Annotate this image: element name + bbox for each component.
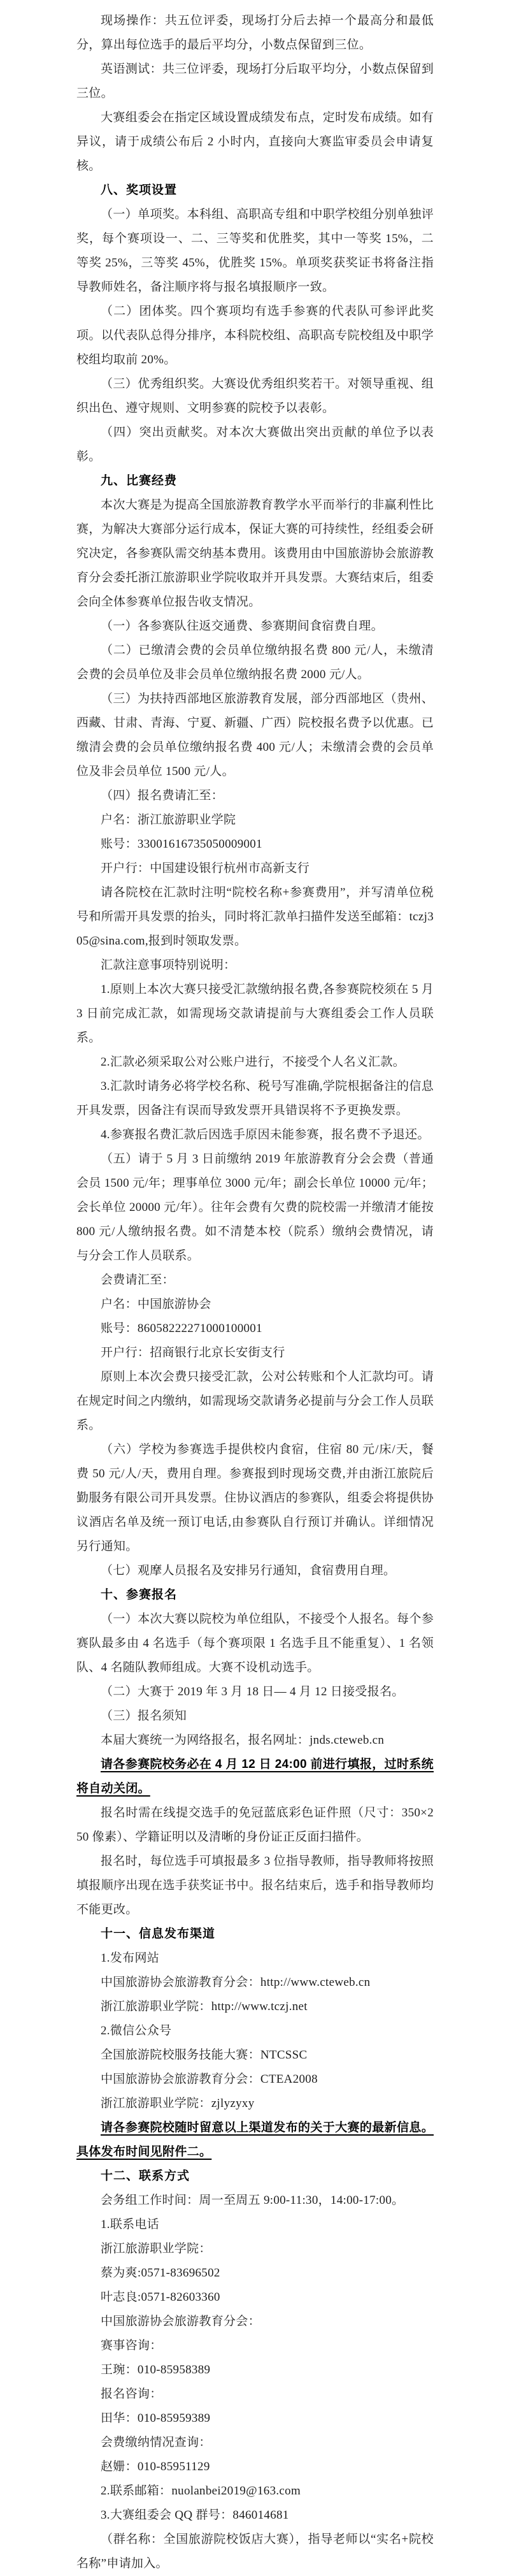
paragraph: 原则上本次会费只接受汇款，公对公转账和个人汇款均可。请在规定时间之内缴纳，如需现场交款请务必提前与分会工作人员联系。 [76, 1370, 434, 1432]
section-heading: 十、参赛报名 [101, 1588, 178, 1602]
paragraph: 全国旅游院校服务技能大赛：NTCSSC [101, 2048, 308, 2062]
paragraph: 浙江旅游职业学院：zjlyzyxy [101, 2097, 255, 2110]
paragraph: 英语测试：共三位评委，现场打分后取平均分，小数点保留到三位。 [76, 62, 434, 100]
paragraph: 3.大赛组委会 QQ 群号：846014681 [101, 2508, 289, 2522]
paragraph: 田华：010-85959389 [101, 2412, 211, 2425]
paragraph: 叶志良:0571-82603360 [101, 2290, 220, 2304]
section-heading: 九、比赛经费 [101, 474, 178, 488]
paragraph: 报名咨询： [101, 2387, 162, 2401]
paragraph: （二）团体奖。四个赛项均有选手参赛的代表队可参评此奖项。以代表队总得分排序，本科院校组、高职高专院校组及中职学校组均取前 20%。 [76, 305, 434, 366]
paragraph: 1.联系电话 [101, 2218, 160, 2231]
section-heading: 十二、联系方式 [101, 2169, 190, 2183]
paragraph: （七）观摩人员报名及安排另行通知，食宿费用自理。 [101, 1564, 396, 1577]
paragraph: 账号：86058222271000100001 [101, 1322, 262, 1335]
paragraph: 开户行：招商银行北京长安街支行 [101, 1346, 285, 1359]
paragraph: 1.原则上本次大赛只接受汇款缴纳报名费,各参赛院校须在 5 月 3 日前完成汇款，如需现场交款请提前与大赛组委会工作人员联系。 [76, 983, 434, 1045]
paragraph: （一）各参赛队往返交通费、参赛期间食宿费自理。 [101, 619, 383, 633]
paragraph: （四）报名费请汇至： [101, 789, 224, 802]
paragraph: 汇款注意事项特别说明： [101, 959, 236, 972]
paragraph: 会费请汇至： [101, 1273, 174, 1287]
paragraph: 大赛组委会在指定区域设置成绩发布点，定时发布成绩。如有异议，请于成绩公布后 2 小时内，直接向大赛监审委员会申请复核。 [76, 111, 434, 173]
paragraph: （一）本次大赛以院校为单位组队，不接受个人报名。每个参赛队最多由 4 名选手（每个赛项限 1 名选手且不能重复）、1 名领队、4 名随队教师组成。大赛不设机动选手。 [76, 1612, 434, 1674]
paragraph: 报名时，每位选手可填报最多 3 位指导教师，指导教师将按照填报顺序出现在选手获奖证书中。报名结束后，选手和指导教师均不能更改。 [76, 1855, 434, 1916]
paragraph: （二）大赛于 2019 年 3 月 18 日— 4 月 12 日接受报名。 [101, 1685, 404, 1698]
paragraph: （六）学校为参赛选手提供校内食宿，住宿 80 元/床/天，餐费 50 元/人/天，费用自理。参赛报到时现场交费,并由浙江旅院后勤服务有限公司开具发票。住协议酒店的参赛队，组委会将提供协议酒店名单及统一预订电话,由参赛队自行预订并确认。详细情况另行通知。 [76, 1443, 434, 1553]
paragraph: （三）报名须知 [101, 1709, 187, 1723]
paragraph: 蔡为爽:0571-83696502 [101, 2266, 220, 2280]
paragraph: 1.发布网站 [101, 1951, 160, 1965]
paragraph: （一）单项奖。本科组、高职高专组和中职学校组分别单独评奖，每个赛项设一、二、三等奖和优胜奖，其中一等奖 15%，二等奖 25%，三等奖 45%，优胜奖 15%。单项奖获奖证书将备注指导教师姓名，备注顺序将与报名填报顺序一致。 [76, 208, 434, 294]
paragraph: （四）突出贡献奖。对本次大赛做出突出贡献的单位予以表彰。 [76, 426, 434, 463]
paragraph: 中国旅游协会旅游教育分会：http://www.cteweb.cn [101, 1976, 371, 1989]
paragraph: 2.微信公众号 [101, 2024, 172, 2037]
paragraph: （二）已缴清会费的会员单位缴纳报名费 800 元/人，未缴清会费的会员单位及非会员单位缴纳报名费 2000 元/人。 [76, 644, 434, 681]
paragraph: 2.汇款必须采取公对公账户进行，不接受个人名义汇款。 [101, 1055, 406, 1069]
paragraph: 报名时需在线提交选手的免冠蓝底彩色证件照（尺寸：350×250 像素）、学籍证明以及清晰的身份证正反面扫描件。 [76, 1806, 434, 1844]
paragraph: 户名：浙江旅游职业学院 [101, 813, 236, 827]
paragraph: 会务组工作时间：周一至周五 9:00-11:30，14:00-17:00。 [101, 2194, 404, 2207]
section-heading: 十一、信息发布渠道 [101, 1927, 216, 1941]
paragraph: 王琬：010-85958389 [101, 2363, 211, 2377]
paragraph: （五）请于 5 月 3 日前缴纳 2019 年旅游教育分会会费（普通会员 1500 元/年；理事单位 3000 元/年；副会长单位 10000 元/年；会长单位 20000 元/年）。往年会费有欠费的院校需一并缴清才能按 800 元/人缴纳报名费。如不清楚本校（院系）缴纳会费情况，请与分会工作人员联系。 [76, 1152, 434, 1263]
paragraph: 4.参赛报名费汇款后因选手原因未能参赛，报名费不予退还。 [101, 1128, 430, 1141]
paragraph: 浙江旅游职业学院：http://www.tczj.net [101, 2000, 308, 2013]
paragraph: 浙江旅游职业学院： [101, 2242, 211, 2255]
paragraph: 会费缴纳情况查询： [101, 2436, 211, 2449]
paragraph: 请各参赛院校随时留意以上渠道发布的关于大赛的最新信息。具体发布时间见附件二。 [76, 2121, 434, 2159]
paragraph: 3.汇款时请务必将学校名称、税号写准确,学院根据备注的信息开具发票，因备注有误而导致发票开具错误将不予更换发票。 [76, 1080, 434, 1117]
document-body [76, 9, 434, 2576]
paragraph: 中国旅游协会旅游教育分会：CTEA2008 [101, 2073, 318, 2086]
paragraph: （群名称：全国旅游院校饭店大赛），指导老师以“实名+院校名称”申请加入。 [76, 2533, 434, 2570]
paragraph: 本届大赛统一为网络报名，报名网址：jnds.cteweb.cn [101, 1733, 385, 1747]
paragraph: 账号：33001616735050009001 [101, 837, 262, 851]
paragraph: （三）优秀组织奖。大赛设优秀组织奖若干。对领导重视、组织出色、遵守规则、文明参赛的院校予以表彰。 [76, 377, 434, 415]
paragraph: 请各参赛院校务必在 4 月 12 日 24:00 前进行填报，过时系统将自动关闭。 [76, 1758, 434, 1795]
paragraph: 请各院校在汇款时注明“院校名称+参赛费用”，并写清单位税号和所需开具发票的抬头，同时将汇款单扫描件发送至邮箱：tczj305@sina.com,报到时领取发票。 [76, 886, 434, 948]
paragraph: 赵姗：010-85951129 [101, 2460, 210, 2473]
paragraph: 开户行：中国建设银行杭州市高新支行 [101, 862, 310, 875]
paragraph: 赛事咨询： [101, 2339, 162, 2352]
paragraph: 本次大赛是为提高全国旅游教育教学水平而举行的非赢利性比赛，为解决大赛部分运行成本，保证大赛的可持续性，经组委会研究决定，各参赛队需交纳基本费用。该费用由中国旅游协会旅游教育分会委托浙江旅游职业学院收取并开具发票。大赛结束后，组委会向全体参赛单位报告收支情况。 [76, 498, 434, 609]
paragraph: 户名：中国旅游协会 [101, 1298, 211, 1311]
paragraph: 中国旅游协会旅游教育分会： [101, 2315, 260, 2328]
section-heading: 八、奖项设置 [101, 184, 178, 197]
paragraph: 2.联系邮箱：nuolanbei2019@163.com [101, 2484, 301, 2498]
paragraph: 现场操作：共五位评委，现场打分后去掉一个最高分和最低分，算出每位选手的最后平均分，小数点保留到三位。 [76, 14, 434, 52]
paragraph: （三）为扶持西部地区旅游教育发展，部分西部地区（贵州、西藏、甘肃、青海、宁夏、新疆、广西）院校报名费予以优惠。已缴清会费的会员单位缴纳报名费 400 元/人；未缴清会费的会员单位及非会员单位 1500 元/人。 [76, 692, 434, 778]
